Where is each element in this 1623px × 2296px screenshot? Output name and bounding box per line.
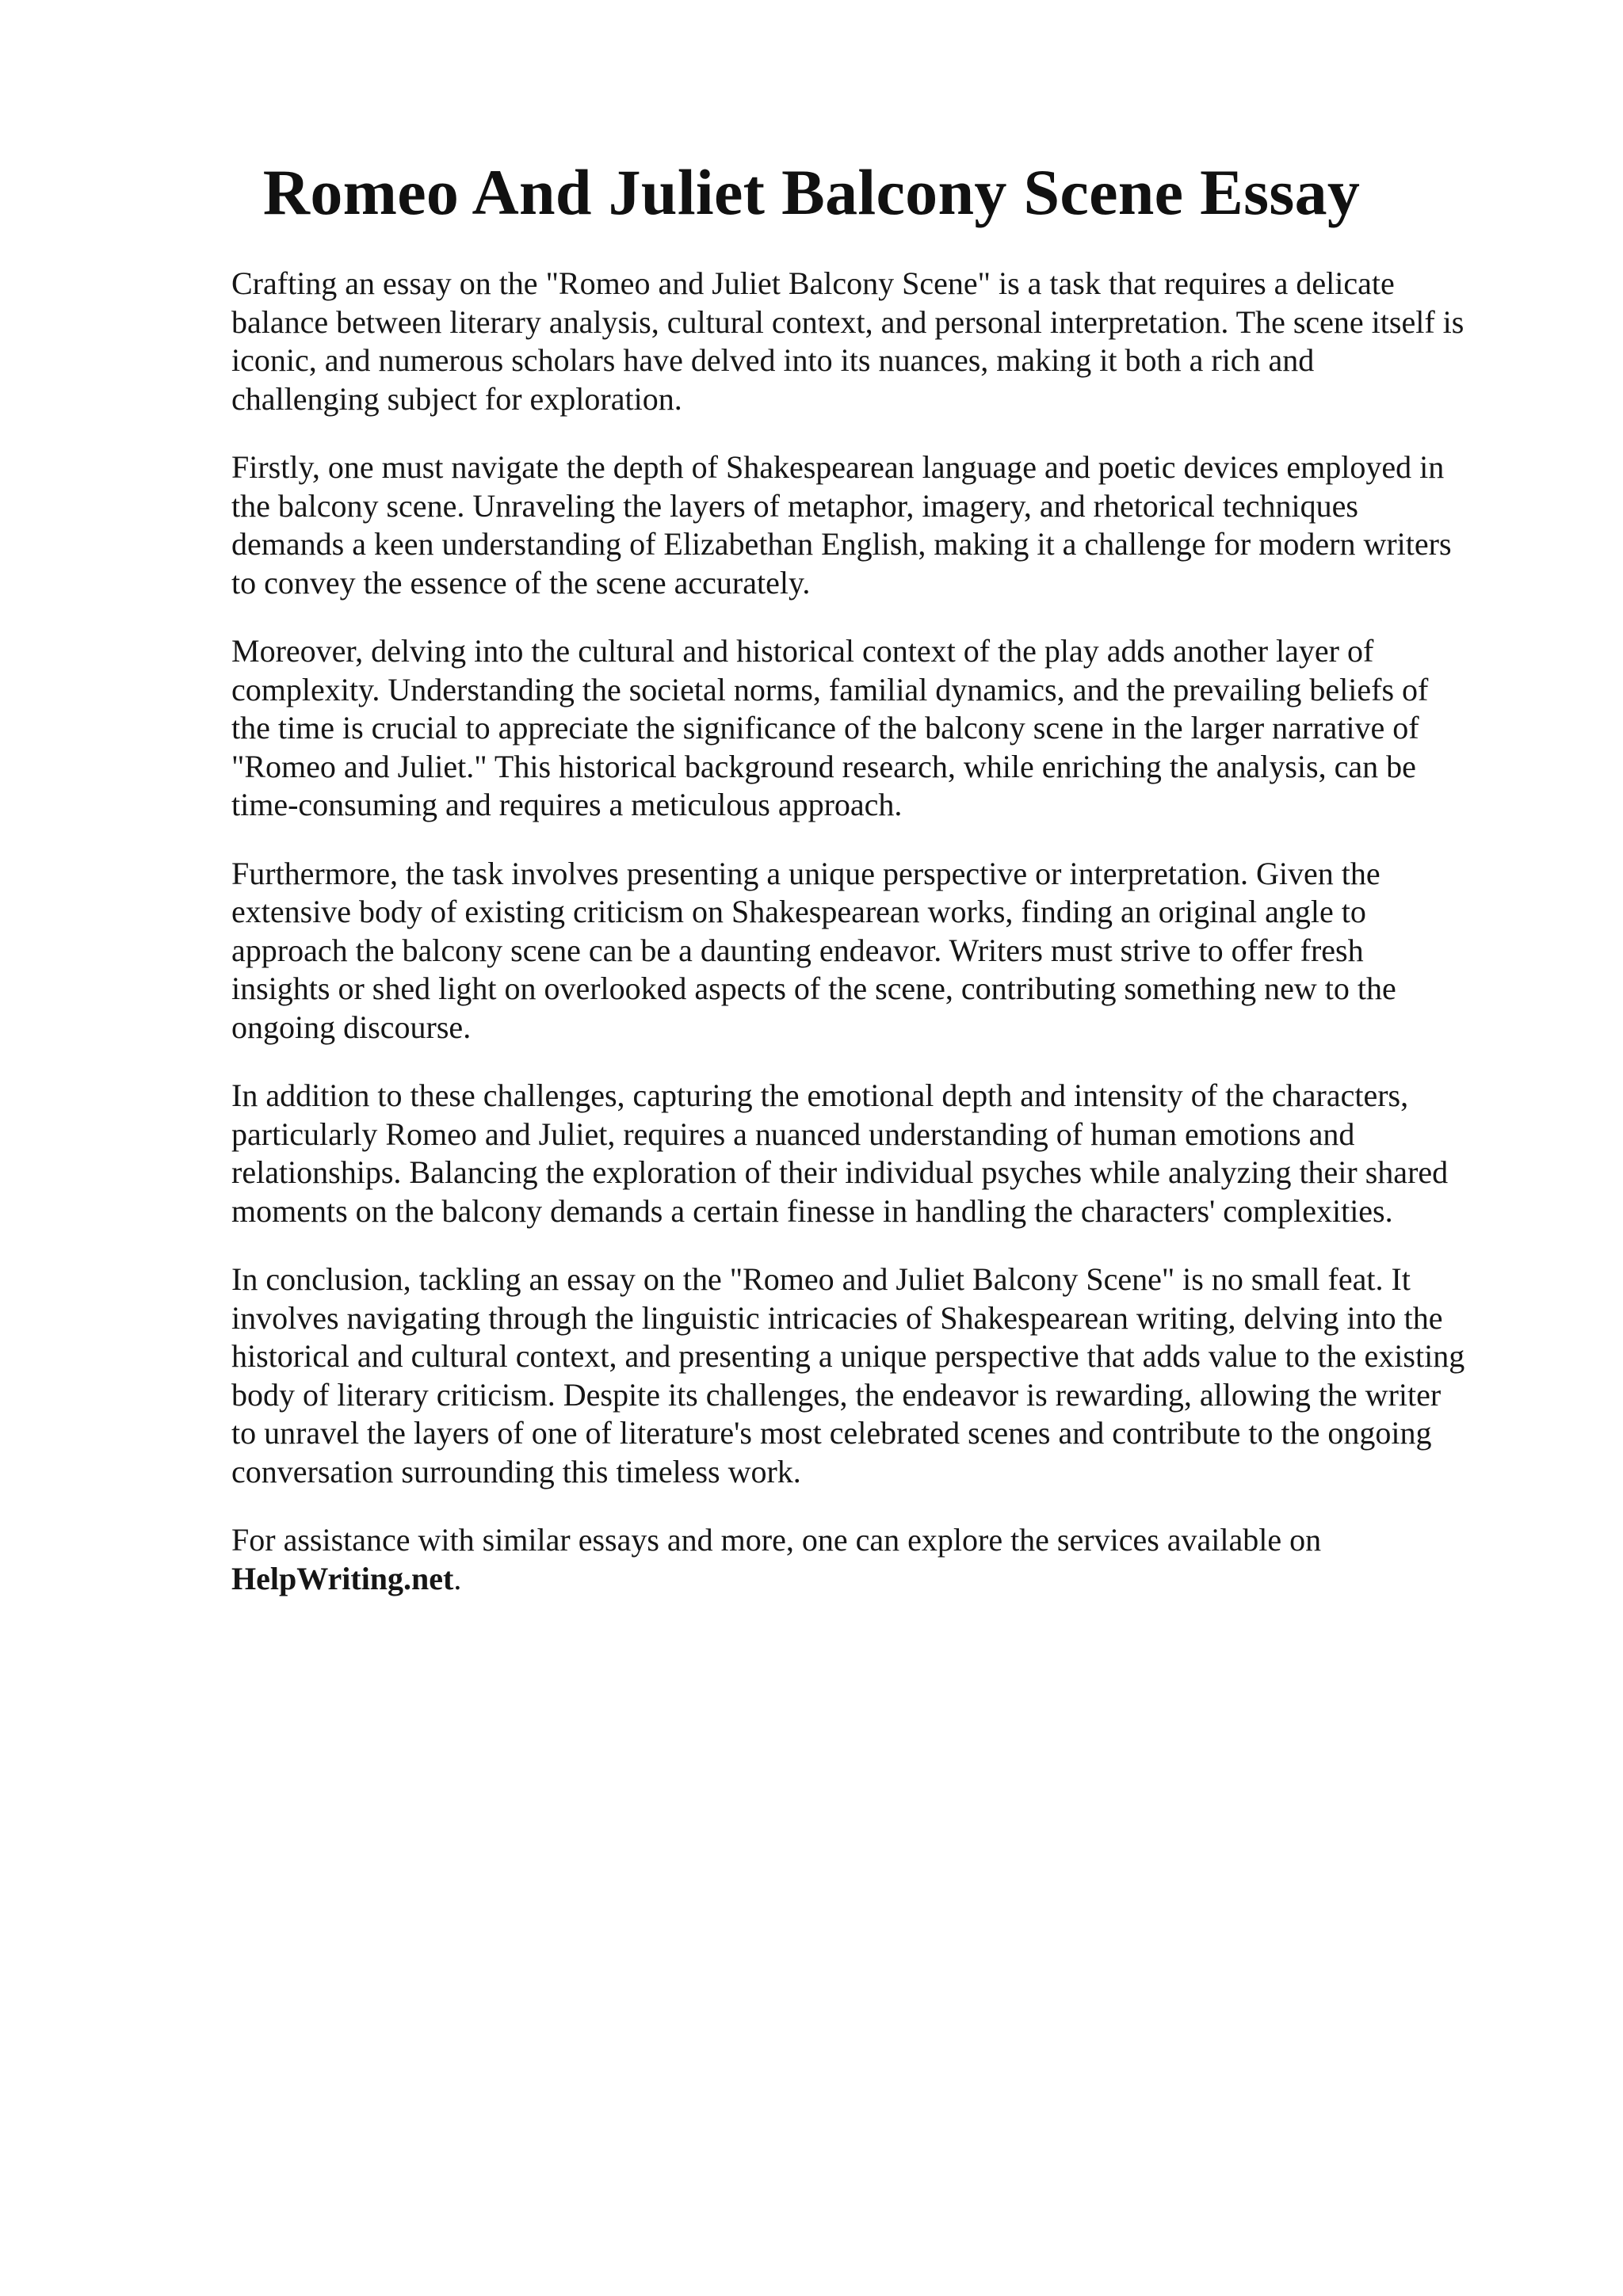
helpwriting-link[interactable]: HelpWriting.net (231, 1560, 454, 1596)
text-line: the time is crucial to appreciate the significance of the balcony scene in the larger narrative of (231, 710, 1419, 746)
closing-brand-line (231, 1560, 1555, 1599)
text-line: Furthermore, the task involves presenting a unique perspective or interpretation. Given the (231, 855, 1381, 891)
text-line: extensive body of existing criticism on Shakespearean works, finding an original angle to (231, 894, 1366, 929)
text-line: "Romeo and Juliet." This historical background research, while enriching the analysis, can be (231, 748, 1416, 784)
paragraph-closing (231, 1521, 1555, 1598)
text-line: Firstly, one must navigate the depth of Shakespearean language and poetic devices employed in (231, 449, 1445, 485)
text-line: particularly Romeo and Juliet, requires a nuanced understanding of human emotions and (231, 1116, 1355, 1152)
text-line: In addition to these challenges, capturing the emotional depth and intensity of the characters, (231, 1077, 1409, 1113)
text-line: ongoing discourse. (231, 1009, 472, 1045)
text-line: Moreover, delving into the cultural and historical context of the play adds another layer of (231, 633, 1374, 669)
text-line: time-consuming and requires a meticulous approach. (231, 787, 903, 822)
text-line: For assistance with similar essays and more, one can explore the services available on (231, 1522, 1322, 1558)
paragraph-perspective (231, 855, 1555, 1047)
text-line: In conclusion, tackling an essay on the "Romeo and Juliet Balcony Scene" is no small feat. It (231, 1261, 1411, 1297)
text-line: to convey the essence of the scene accurately. (231, 564, 811, 601)
text-line: moments on the balcony demands a certain finesse in handling the characters' complexities. (231, 1192, 1393, 1229)
text-line: approach the balcony scene can be a daunting endeavor. Writers must strive to offer fresh (231, 932, 1364, 968)
page-title: Romeo And Juliet Balcony Scene Essay (262, 156, 1361, 228)
text-line: to unravel the layers of one of literature's most celebrated scenes and contribute to the ongoing (231, 1415, 1432, 1451)
paragraph-language (231, 448, 1555, 602)
paragraph-conclusion (231, 1261, 1555, 1491)
paragraph-intro (231, 265, 1555, 418)
closing-punctuation: . (453, 1560, 462, 1596)
essay-body (231, 265, 1555, 1628)
text-line: conversation surrounding this timeless work. (231, 1453, 801, 1489)
text-line: the balcony scene. Unraveling the layers of metaphor, imagery, and rhetorical techniques (231, 487, 1358, 524)
text-line: body of literary criticism. Despite its challenges, the endeavor is rewarding, allowing the writer (231, 1376, 1442, 1413)
text-line: complexity. Understanding the societal norms, familial dynamics, and the prevailing beliefs of (231, 671, 1429, 707)
text-line: demands a keen understanding of Elizabethan English, making it a challenge for modern writers (231, 526, 1452, 562)
text-line: Crafting an essay on the "Romeo and Juliet Balcony Scene" is a task that requires a delicate (231, 265, 1395, 301)
text-line: challenging subject for exploration. (231, 380, 682, 417)
text-line: historical and cultural context, and presenting a unique perspective that adds value to the existing (231, 1338, 1465, 1374)
text-line: insights or shed light on overlooked aspects of the scene, contributing something new to the (231, 971, 1396, 1006)
paragraph-emotion (231, 1077, 1555, 1230)
text-line: iconic, and numerous scholars have delved into its nuances, making it both a rich and (231, 342, 1315, 378)
text-line: involves navigating through the linguistic intricacies of Shakespearean writing, delving into the (231, 1299, 1443, 1336)
paragraph-context (231, 632, 1555, 825)
text-line: relationships. Balancing the exploration of their individual psyches while analyzing their shared (231, 1154, 1449, 1190)
text-line: balance between literary analysis, cultural context, and personal interpretation. The scene itself is (231, 303, 1465, 340)
